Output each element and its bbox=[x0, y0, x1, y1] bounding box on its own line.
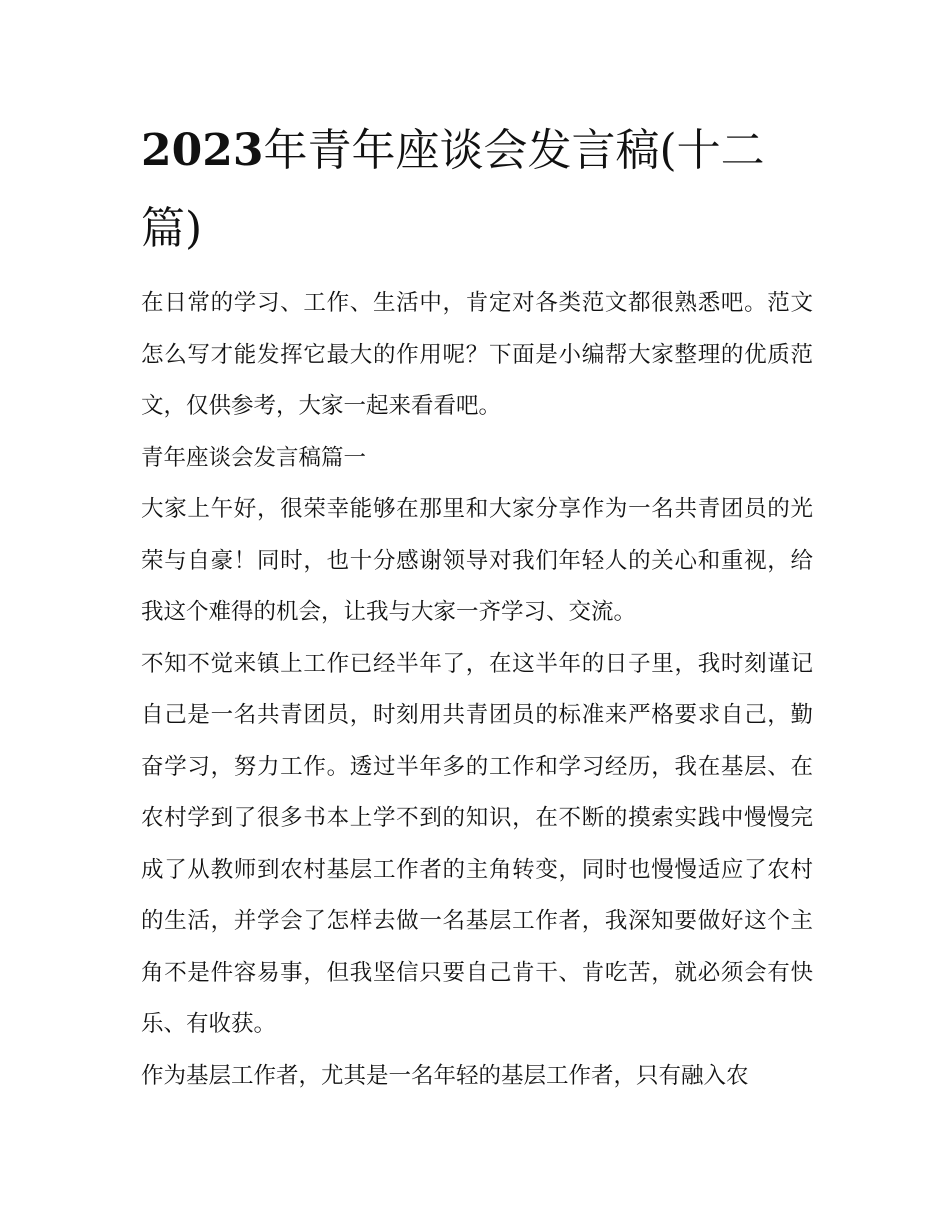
title-year: 2023 bbox=[141, 125, 264, 176]
document-body bbox=[141, 278, 813, 1102]
section-heading: 青年座谈会发言稿篇一 bbox=[141, 444, 367, 471]
document-title bbox=[141, 112, 813, 268]
intro-paragraph: 在日常的学习、工作、生活中，肯定对各类范文都很熟悉吧。范文怎么写才能发挥它最大的作用呢？下面是小编帮大家整理的优质范文，仅供参考，大家一起来看看吧。 bbox=[141, 290, 813, 419]
body-paragraph: 大家上午好，很荣幸能够在那里和大家分享作为一名共青团员的光荣与自豪！同时，也十分感谢领导对我们年轻人的关心和重视，给我这个难得的机会，让我与大家一齐学习、交流。 bbox=[141, 496, 813, 625]
body-paragraph: 不知不觉来镇上工作已经半年了，在这半年的日子里，我时刻谨记自己是一名共青团员，时刻用共青团员的标准来严格要求自己，勤奋学习，努力工作。透过半年多的工作和学习经历，我在基层、在农村学到了很多书本上学不到的知识，在不断的摸索实践中慢慢完成了从教师到农村基层工作者的主角转变，同时也慢慢适应了农村的生活，并学会了怎样去做一名基层工作者，我深知要做好这个主角不是件容易事，但我坚信只要自己肯干、肯吃苦，就必须会有快乐、有收获。 bbox=[141, 650, 813, 1037]
document-content bbox=[141, 112, 813, 1102]
title-text: 年青年座谈会发言稿(十二篇) bbox=[141, 125, 765, 254]
body-paragraph: 作为基层工作者，尤其是一名年轻的基层工作者，只有融入农 bbox=[141, 1062, 749, 1089]
